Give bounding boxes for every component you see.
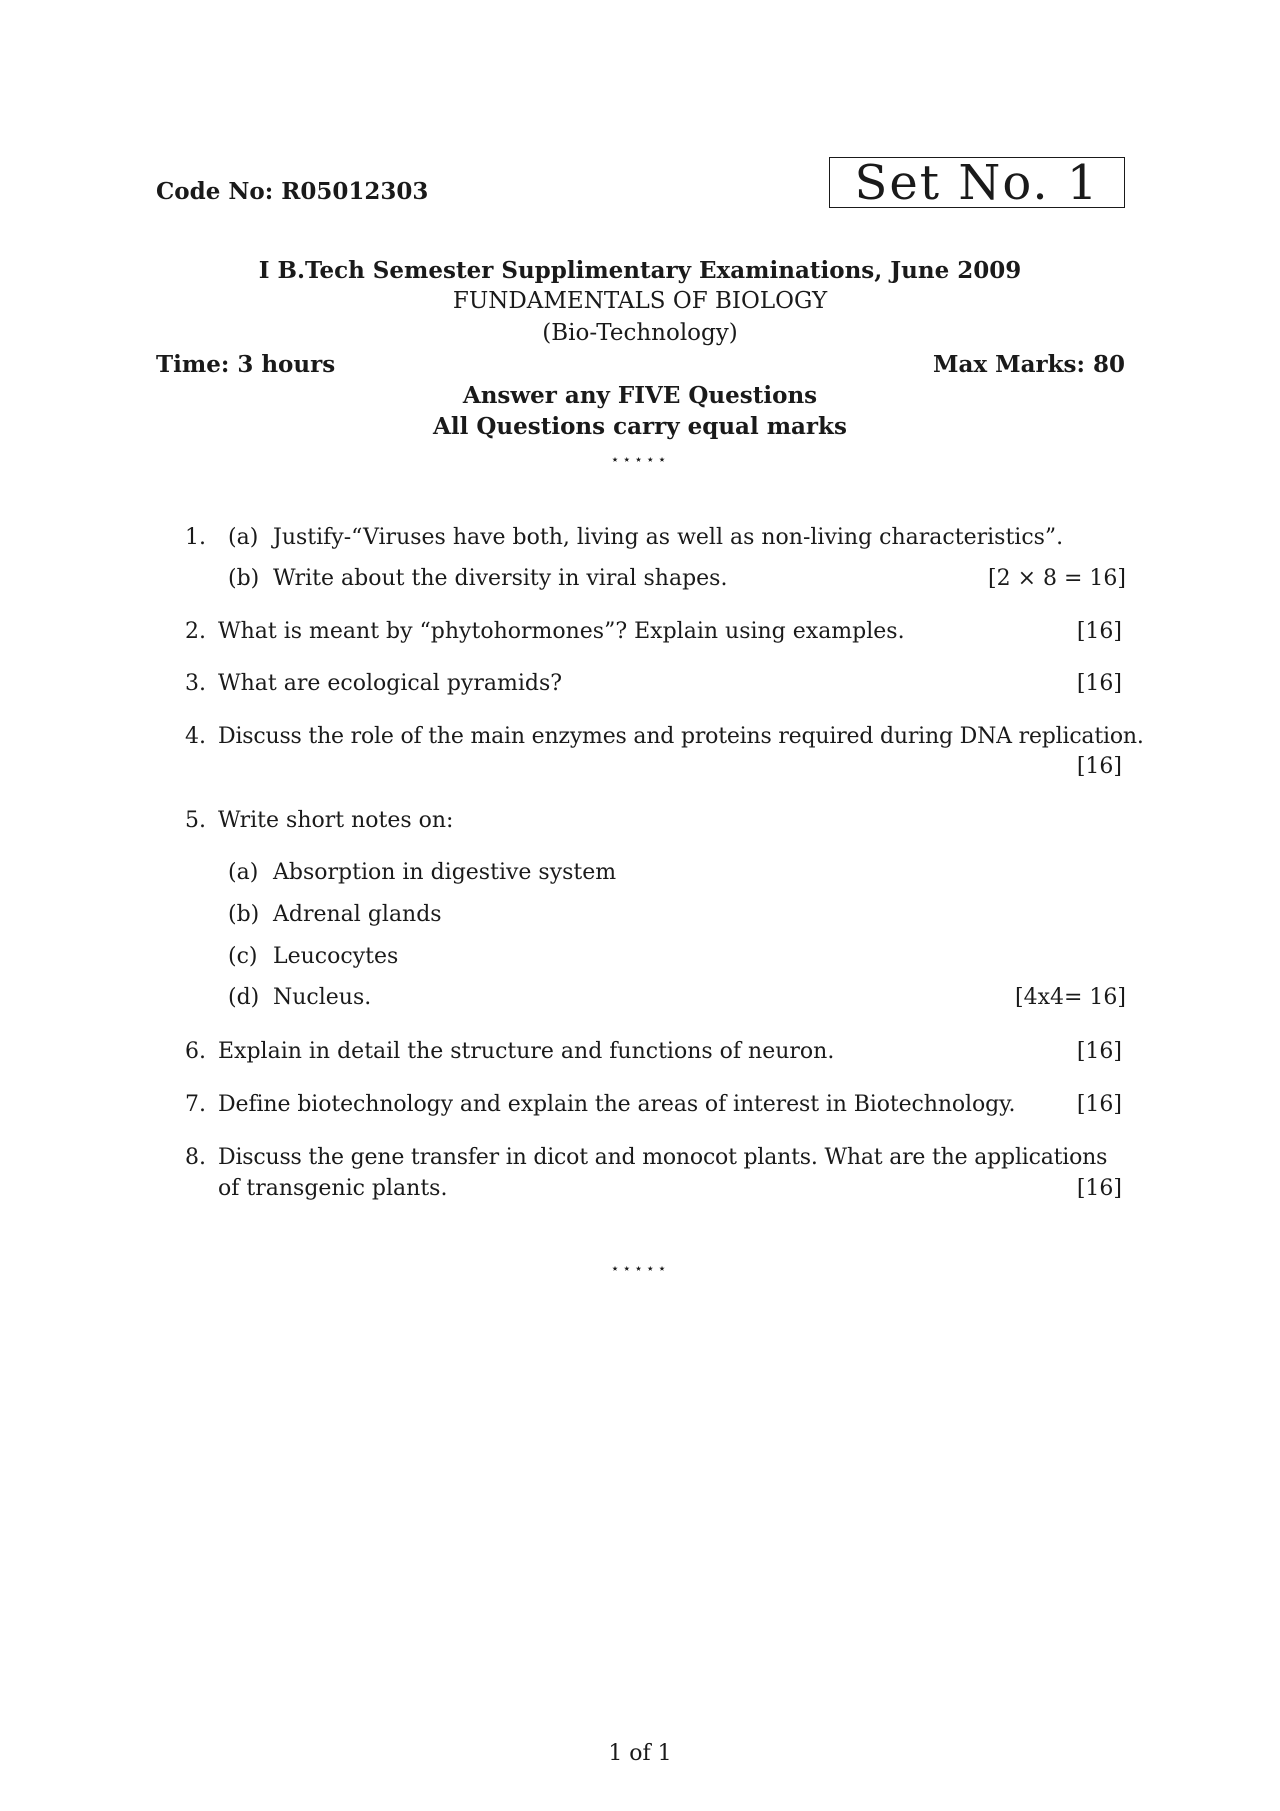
question-text: Discuss the gene transfer in dicot and monocot plants. What are the applications	[218, 1145, 1108, 1170]
part-label: (c)	[228, 944, 258, 969]
question-number: 8.	[185, 1145, 206, 1170]
set-number-box: Set No. 1	[829, 157, 1125, 208]
question-marks: [16]	[1076, 671, 1122, 696]
question-text: Leucocytes	[273, 944, 399, 969]
time-allowed: Time: 3 hours	[156, 351, 336, 378]
part-label: (a)	[228, 860, 259, 885]
question-marks: [4x4= 16]	[1015, 985, 1126, 1010]
stars-divider-top: ⋆⋆⋆⋆⋆	[610, 452, 670, 468]
question-text: What is meant by “phytohormones”? Explain using examples.	[218, 619, 905, 644]
question-text: Write short notes on:	[218, 808, 454, 833]
exam-title: I B.Tech Semester Supplimentary Examinations, June 2009	[258, 257, 1022, 284]
question-marks: [16]	[1076, 754, 1122, 779]
question-number: 4.	[185, 724, 206, 749]
instruction-answer-five: Answer any FIVE Questions	[462, 382, 818, 409]
question-text: Write about the diversity in viral shapes.	[273, 566, 728, 591]
question-number: 3.	[185, 671, 206, 696]
part-label: (b)	[228, 902, 260, 927]
question-text: Absorption in digestive system	[273, 860, 617, 885]
part-label: (a)	[228, 525, 259, 550]
question-marks: [2 × 8 = 16]	[988, 566, 1126, 591]
instruction-equal-marks: All Questions carry equal marks	[433, 413, 847, 440]
question-marks: [16]	[1076, 619, 1122, 644]
question-text: Adrenal glands	[273, 902, 442, 927]
question-text: Define biotechnology and explain the areas of interest in Biotechnology.	[218, 1092, 1016, 1117]
question-number: 6.	[185, 1039, 206, 1064]
part-label: (d)	[228, 985, 260, 1010]
question-marks: [16]	[1076, 1039, 1122, 1064]
subject-title: FUNDAMENTALS OF BIOLOGY	[452, 288, 828, 314]
question-text: Nucleus.	[273, 985, 372, 1010]
question-text: of transgenic plants.	[218, 1176, 448, 1201]
question-marks: [16]	[1076, 1176, 1122, 1201]
question-text: Discuss the role of the main enzymes and proteins required during DNA replication.	[218, 724, 1144, 749]
stars-divider-bottom: ⋆⋆⋆⋆⋆	[610, 1261, 670, 1277]
question-number: 5.	[185, 808, 206, 833]
page-number: 1 of 1	[608, 1741, 672, 1766]
question-number: 7.	[185, 1092, 206, 1117]
question-marks: [16]	[1076, 1092, 1122, 1117]
question-text: What are ecological pyramids?	[218, 671, 563, 696]
part-label: (b)	[228, 566, 260, 591]
question-number: 1.	[185, 525, 206, 550]
max-marks: Max Marks: 80	[933, 351, 1125, 378]
code-number: Code No: R05012303	[156, 178, 429, 205]
question-text: Justify-“Viruses have both, living as well as non-living characteristics”.	[273, 525, 1064, 550]
branch-name: (Bio-Technology)	[542, 320, 738, 346]
question-text: Explain in detail the structure and functions of neuron.	[218, 1039, 835, 1064]
question-number: 2.	[185, 619, 206, 644]
